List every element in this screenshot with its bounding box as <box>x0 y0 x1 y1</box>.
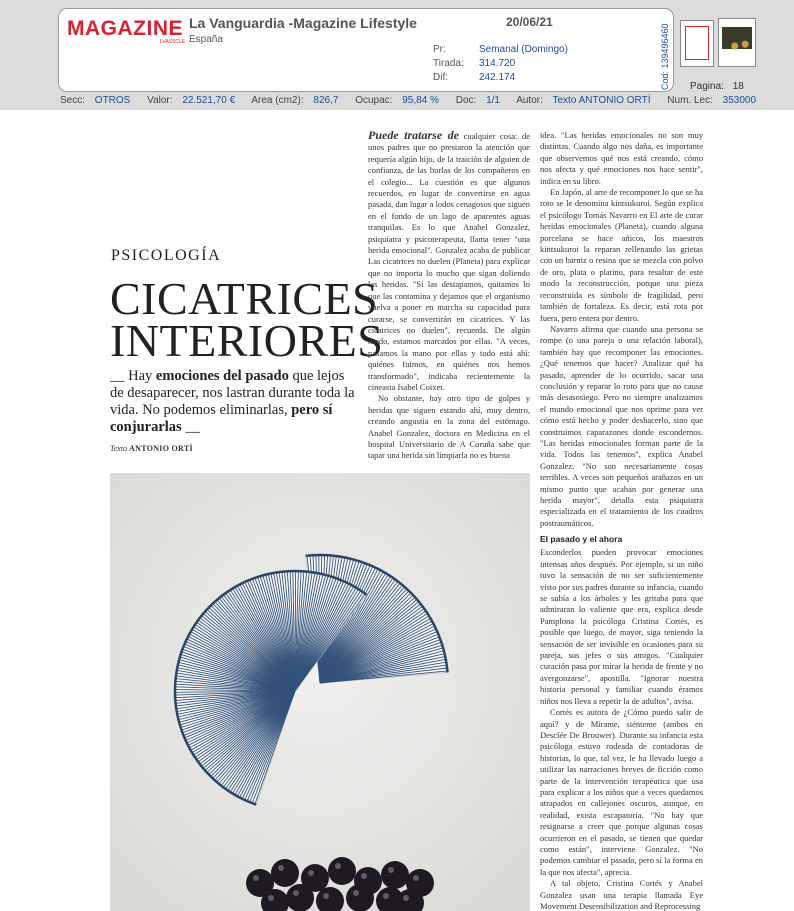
publication-title: La Vanguardia -Magazine Lifestyle <box>189 15 417 31</box>
page-thumbnail-layout[interactable] <box>680 20 714 67</box>
status-label: Doc: <box>455 95 477 106</box>
article-byline <box>110 444 193 453</box>
section-subhead: El pasado y el ahora <box>540 534 623 544</box>
status-value: 22.521,70 € <box>182 95 236 106</box>
grape-highlight <box>293 890 299 896</box>
status-value: 95,84 % <box>402 95 439 106</box>
clipping-statusbar <box>60 95 794 107</box>
meta-label-tirada: Tirada: <box>433 58 464 69</box>
clipping-header <box>0 0 794 110</box>
broken-plate-photo <box>110 473 530 911</box>
status-value: 1/1 <box>486 95 500 106</box>
grape-highlight <box>253 875 259 881</box>
col2-paragraph-3: Navarro afirma que cuando una persona se rompe (o una pareja o una relación laboral), también hay que recomponer las emociones. ¿Qué tenemos que hacer? Analizar qué ha pasado, aprender de lo ocurrido, sacar una conclusión y reparar lo roto para que no cause más desasosiego. Pero no siempre analizamos el mundo emocional que nos oprime para ver cómo está hecho y poder deshacerlo, sino que construimos caparazones donde escondernos. "Las heridas emocionales forman parte de la vida. Todos las tenemos", explica Anabel Gonzalez. "No son necesariamente cosas terribles. A veces son pequeños arañazos en un mismo punto que acaban por generar una herida mayor", detalla esta psiquiatra especializada en el tratamiento de los cuadros postraumáticos. <box>540 323 703 528</box>
status-label: Area (cm2): <box>251 95 304 106</box>
grape-highlight <box>335 863 341 869</box>
col1-dropcap: Puede tratarse de <box>368 130 459 142</box>
section-kicker: PSICOLOGÍA <box>111 247 222 264</box>
status-valor <box>147 95 242 106</box>
page-indicator <box>690 81 744 92</box>
col2-paragraph-1: idea. "Las heridas emocionales no son muy distintas. Cuando algo nos daña, es importante que observemos qué nos está creando, cómo nos afecta y qué emociones nos hace sentir", indica en su libro. <box>540 130 703 186</box>
article-lead <box>110 368 355 436</box>
headline-line-2: INTERIORES <box>110 315 384 366</box>
status-doc <box>456 95 507 106</box>
clipping-card <box>58 8 674 92</box>
lead-bold-1: emociones del pasado <box>155 368 289 384</box>
headline-line-1: CICATRICES <box>110 273 379 324</box>
status-value: OTROS <box>94 95 131 106</box>
body-column-3 <box>540 534 703 911</box>
byline-author: ANTONIO ORTÍ <box>129 444 193 453</box>
grape-highlight <box>268 895 274 901</box>
status-area <box>251 95 345 106</box>
status-autor <box>516 95 657 106</box>
body-column-1 <box>368 130 530 462</box>
status-numlec <box>667 95 763 106</box>
col2-paragraph-2: En Japón, al arte de recomponer lo que se ha roto se le denomina kintsukuroi. Según explica el psicólogo Tomás Navarro en El arte de curar heridas emocionales (Planeta), cuando alguna porcelana se hace añicos, los maestros kintsukuroi la reparan rellenando las grietas con un barniz o resina que se mezcla con polvo de oro, plata o platino, para resaltar de este modo la reconstrucción, porque una pieza reconstruida es símbolo de fragilidad, pero también de fortaleza. Es decir, está rota por fuera, pero entera por dentro. <box>540 187 703 323</box>
lead-prefix: __ Hay <box>110 368 156 384</box>
col1-paragraph-1-text: cualquier cosa: de unos padres que no prestaron la atención que requería algún hijo, de la traición de alguien de confianza, de las burlas de los compañeros en el colegio... La cuestión es que algunos recuerdos, en lugar de convertirse en agua pasada, dan lugar a lodos cenagosos que siguen en el fondo de un lago de aparentes aguas tranquilas. Es lo que Anabel Gonzalez, psiquiatra y psicoterapeuta, llama tener "una herida emocional". Gonzalez acaba de publicar Las cicatrices no duelen (Planeta) para explicar que no importa lo mucho que sigan doliendo las heridas. "Si las destapamos, quitamos lo que las contamina y dejamos que el organismo vuelva a poner en marcha su capacidad para curarse, se convertirán en cicatrices. Y las cicatrices no duelen", recuerda. De algún modo, estamos marcados por ellas. "A veces, pasamos la mano por ellas y todo está ahí: quiénes fuimos, en quiénes nos hemos transformado", indicaba recientemente la cineasta Isabel Coixet. <box>368 131 530 392</box>
status-ocupac <box>355 95 446 106</box>
status-label: Autor: <box>516 95 543 106</box>
grape-highlight <box>353 890 359 896</box>
grape <box>286 884 314 911</box>
grape-highlight <box>278 865 284 871</box>
page-thumbnail-image[interactable] <box>718 18 756 67</box>
meta-value-tirada: 314.720 <box>479 58 516 69</box>
grape-highlight <box>383 893 389 899</box>
page-number: 18 <box>732 81 744 92</box>
plate-illustration <box>110 473 530 911</box>
publication-date: 20/06/21 <box>506 15 553 29</box>
publication-country: España <box>189 34 223 45</box>
thumbnail-highlight <box>685 26 709 60</box>
status-label: Valor: <box>147 95 173 106</box>
status-label: Ocupac: <box>355 95 393 106</box>
lead-middle: que lejos de desaparecer, nos lastran durante toda la vida. No podemos eliminarlas, <box>110 368 355 418</box>
meta-label-pr: Pr: <box>433 44 446 55</box>
col3-paragraph-2: Cortés es autora de ¿Cómo puedo salir de aquí? y de Mírame, siénteme (ambos en Desclée De Brouwer). Durante su infancia esta psicóloga estuvo rodeada de contadoras de historias, lo que, tal vez, le ha llevado luego a utilizar las narraciones breves de ficción como parte de la intervención terapéutica que usa para explicar a los niños que a veces quedamos atrapados en callejones oscuros, aunque, en realidad, exista escapatoria. "No hay que resignarse a creer que porque algunas cosas ocurrieron en el pasado, se tienen que quedar como están", interviene Gonzalez. "No podemos cambiar el pasado, pero sí la forma en la que nos afecta", aprecia. <box>540 707 703 877</box>
col3-paragraph-1: Esconderlos pueden provocar emociones intensas años después. Por ejemplo, si un niño tuvo la sensación de no ser suficientemente visto por sus padres durante su infancia, cuando se subía a los árboles y les gritaba para que admiraran lo valiente que era, explica desde Pamplona la psicóloga Cristina Cortés, es posible que luego, de mayor, siga teniendo la sensación de ser invisible en ocasiones para su pareja, sus jefes o sus amigos. "Cualquier curación pasa por mirar la herida de frente y no avergonzarse", apostilla. "Ignorar nuestra historia personal y familiar cuando éramos niños nos lleva a repetir la de adultos", avisa. <box>540 547 703 706</box>
grape-highlight <box>413 875 419 881</box>
page-label: Pagina: <box>690 81 724 92</box>
status-label: Num. Lec: <box>667 95 713 106</box>
status-value: Texto ANTONIO ORTÍ <box>552 95 651 106</box>
grape <box>271 859 299 887</box>
thumbnail-photo-detail <box>727 37 753 55</box>
meta-value-dif: 242.174 <box>479 72 516 83</box>
body-column-2 <box>540 130 703 528</box>
clipping-code: Cod: 139496460 <box>660 23 670 90</box>
status-value: 826,7 <box>313 95 339 106</box>
meta-value-pr: Semanal (Domingo) <box>479 44 568 55</box>
grape-highlight <box>323 893 329 899</box>
article-headline <box>110 273 384 366</box>
thumbnail-photo <box>722 27 752 49</box>
meta-label-dif: Dif: <box>433 72 448 83</box>
photo-background <box>110 473 530 911</box>
col1-paragraph-2: No obstante, hay otro tipo de golpes y heridas que siguen estando ahí, muy dentro, creando angustia en la zona del estómago. Anabel Gonzalez, doctora en Medicina en el hospital Universitario de A Coruña sabe que tapar una herida sin limpiarla no es buena <box>368 393 530 461</box>
status-value: 353000 <box>722 95 757 106</box>
col1-paragraph-1 <box>368 130 530 393</box>
grape-highlight <box>361 873 367 879</box>
grape-highlight <box>403 895 409 901</box>
logo-subtext: LVASSCLE <box>160 39 186 45</box>
grape <box>328 857 356 885</box>
lead-bold-2: pero sí conjurarlas <box>110 402 333 435</box>
grape <box>346 884 374 911</box>
col3-paragraph-3: A tal objeto, Cristina Cortés y Anabel Gonzalez usan una terapia llamada Eye Movement Desensibilization and Reprocessing <box>540 878 703 911</box>
grape-highlight <box>308 870 314 876</box>
article-page <box>0 110 794 911</box>
status-secc <box>60 95 137 106</box>
lead-suffix: __ <box>181 419 200 435</box>
grape <box>381 861 409 889</box>
grape-highlight <box>388 867 394 873</box>
magazine-logo: MAGAZINE <box>67 17 183 40</box>
status-label: Secc: <box>60 95 86 106</box>
byline-label: Texto <box>110 444 130 453</box>
